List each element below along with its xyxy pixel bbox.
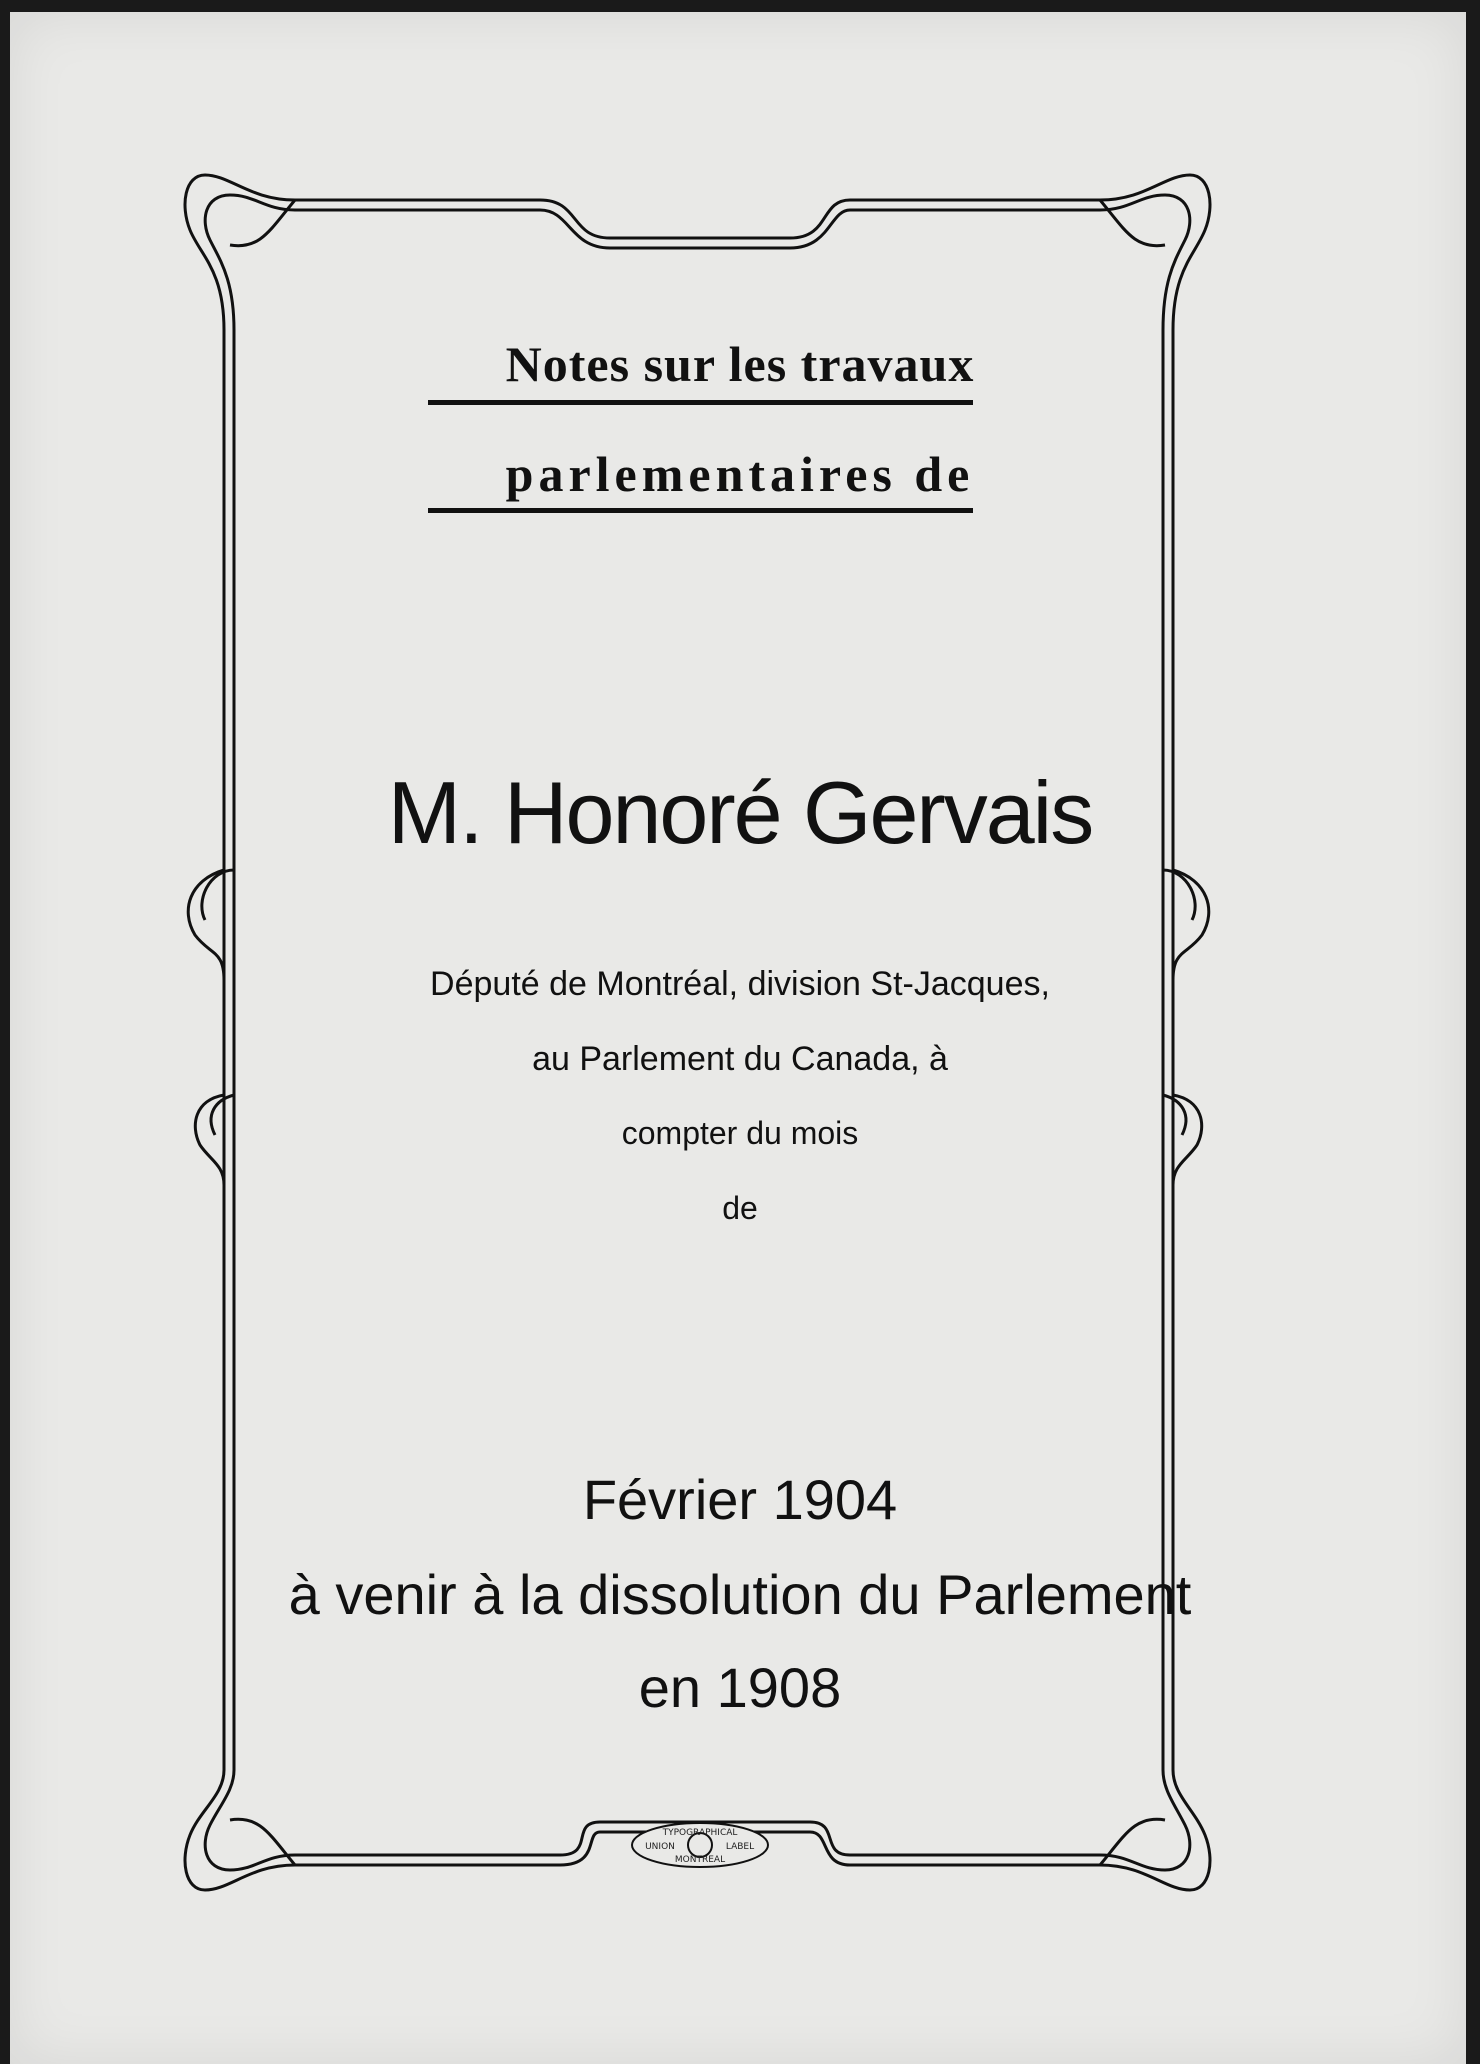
subtitle-line-1: Député de Montréal, division St-Jacques, xyxy=(430,965,1050,1003)
union-label-top: TYPOGRAPHICAL xyxy=(662,1828,738,1838)
date-line-2: à venir à la dissolution du Parlement xyxy=(288,1563,1192,1626)
heading-underline-1 xyxy=(428,400,973,405)
union-label-right: LABEL xyxy=(725,1842,755,1852)
union-label-emblem xyxy=(632,1823,768,1867)
subtitle-line-3: compter du mois xyxy=(621,1115,859,1151)
union-label-bottom: MONTREAL xyxy=(674,1855,726,1865)
union-label-left: UNION xyxy=(645,1842,675,1852)
heading-line-2: parlementaires de xyxy=(505,446,975,502)
heading-underline-2 xyxy=(428,508,973,513)
date-line-3: en 1908 xyxy=(638,1656,842,1719)
subtitle-line-4: de xyxy=(722,1190,758,1226)
date-line-1: Février 1904 xyxy=(582,1468,898,1531)
person-name: M. Honoré Gervais xyxy=(387,763,1093,862)
heading-line-1: Notes sur les travaux xyxy=(505,336,975,392)
subtitle-line-2: au Parlement du Canada, à xyxy=(532,1040,948,1078)
